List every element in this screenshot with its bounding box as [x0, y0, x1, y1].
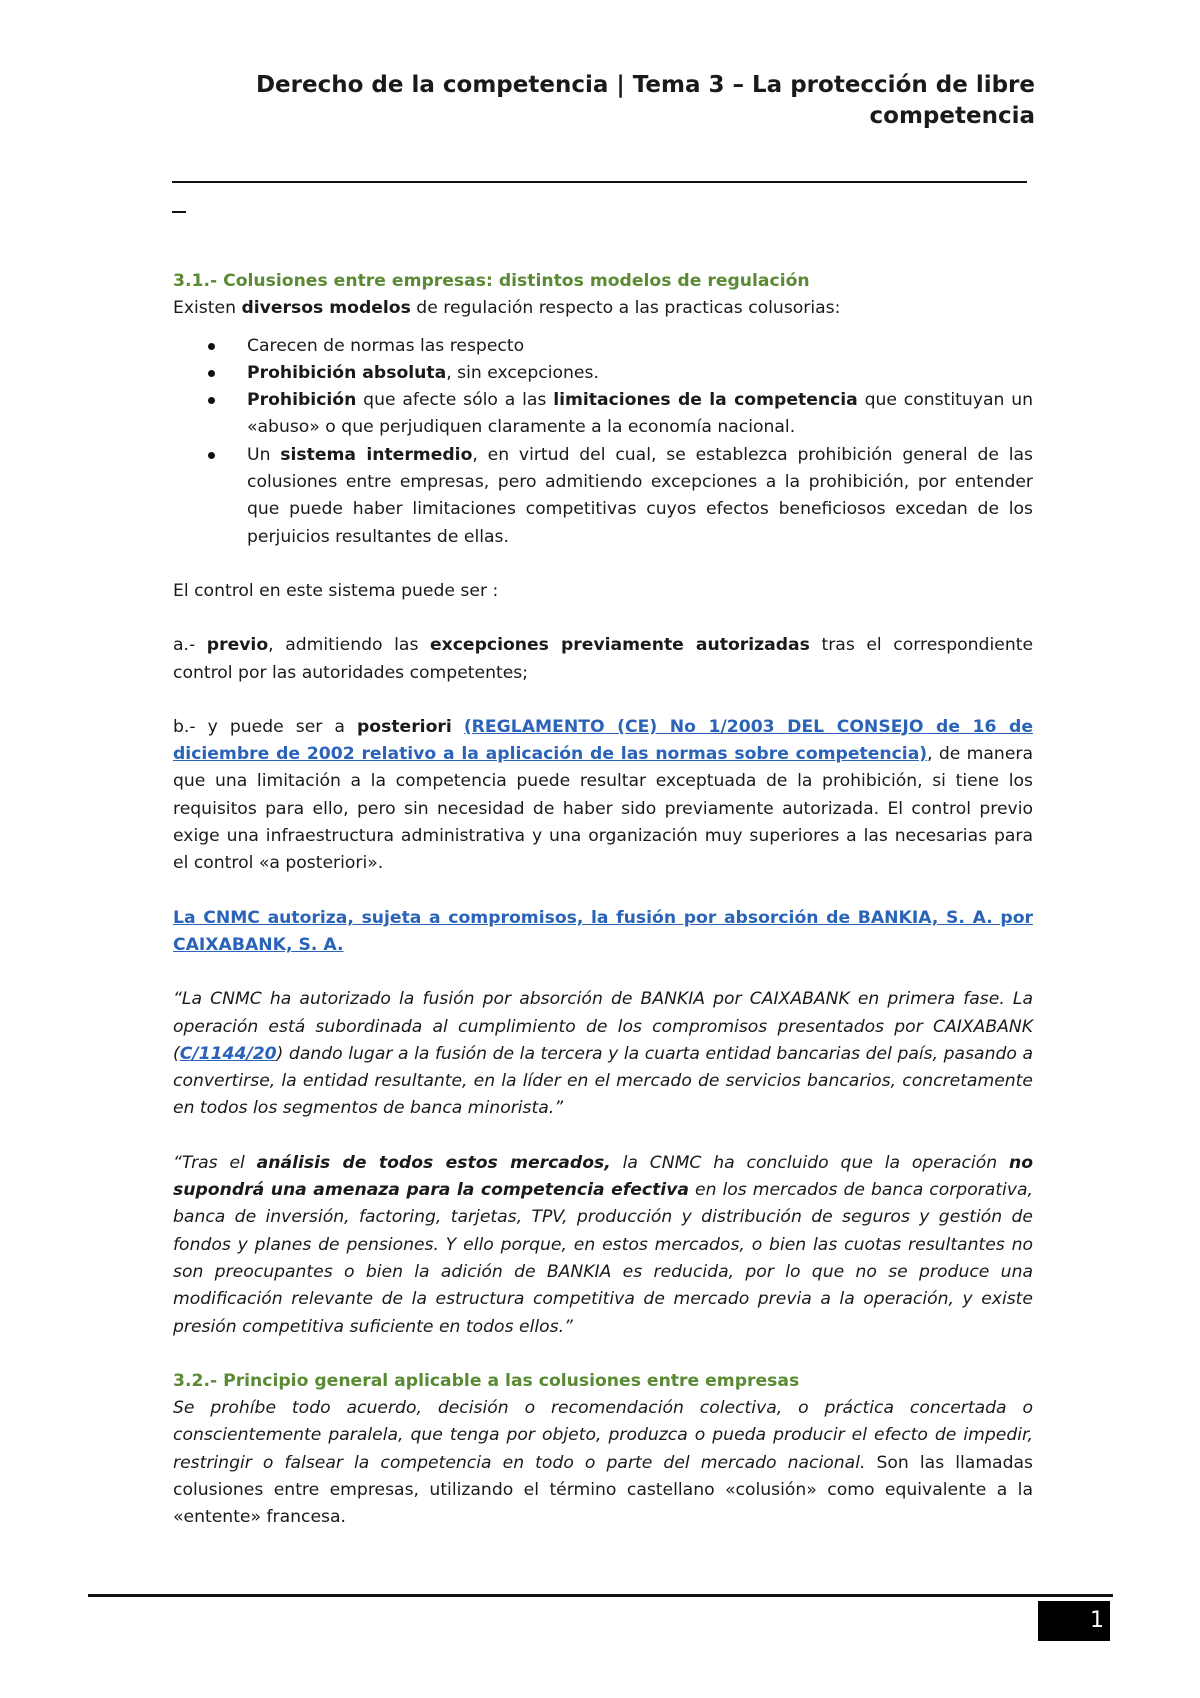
list-item-text: , en virtud del cual, se establezca prohibición general de las colusiones entre empresas, pero admitiendo excepciones a la prohibición, por entender que puede haber limitaciones competitivas cuyos efectos beneficiosos excedan de los perjuicios resultantes de ellas.	[247, 444, 1034, 547]
bullet-icon	[208, 370, 215, 377]
document-body	[173, 268, 1033, 1532]
page-header	[135, 70, 1035, 132]
header-title-line2: competencia	[869, 103, 1035, 129]
quote-text: “Tras el	[173, 1152, 257, 1173]
intro-paragraph	[173, 295, 1033, 322]
list-item-bold: limitaciones de la competencia	[553, 390, 858, 411]
bullet-icon	[208, 343, 215, 350]
quote-text: en los mercados de banca corporativa, banca de inversión, factoring, tarjetas, TPV, producción y distribución de seguros y gestión de fondos y planes de pensiones. Y ello porque, en estos mercados, o bien las cuotas resultantes no son preocupantes o bien la adición de BANKIA es reducida, por lo que no se produce una modificación relevante de la estructura competitiva de mercado previa a la operación, y existe presión competitiva suficiente en todos ellos.”	[173, 1180, 1033, 1337]
list-item-text: que constituyan un «abuso» o que perjudiquen claramente a la economía nacional.	[247, 390, 1033, 438]
bullet-icon	[208, 397, 215, 404]
control-posteriori-paragraph	[173, 714, 1033, 878]
list-item-bold: Prohibición absoluta	[247, 362, 447, 383]
paragraph-text: Son las llamadas colusiones entre empresas, utilizando el término castellano «colusión» como equivalente a la «entente» francesa.	[173, 1452, 1033, 1528]
bullet-icon	[208, 452, 215, 459]
case-c-1144-20-link[interactable]: C/1144/20	[179, 1043, 277, 1064]
principle-paragraph	[173, 1395, 1033, 1531]
list-item-text: que afecte sólo a las	[356, 390, 554, 411]
paragraph-text: a.-	[173, 635, 207, 656]
paragraph-italic: Se prohíbe todo acuerdo, decisión o recomendación colectiva, o práctica concertada o conscientemente paralela, que tenga por objeto, produzca o pueda producir el efecto de impedir, restringir o falsear la competencia en todo o parte del mercado nacional.	[173, 1398, 1033, 1473]
paragraph-text: , admitiendo las	[268, 635, 430, 656]
news-link-paragraph	[173, 905, 1033, 960]
paragraph-text: b.- y puede ser a	[173, 716, 357, 737]
paragraph-text: tras el correspondiente control por las autoridades competentes;	[173, 635, 1034, 683]
header-title-line1: Derecho de la competencia | Tema 3 – La protección de libre	[255, 72, 1035, 98]
list-item-text: Un	[247, 444, 281, 465]
cnmc-news-link[interactable]: La CNMC autoriza, sujeta a compromisos, la fusión por absorción de BANKIA, S. A. por CAIXABANK, S. A.	[173, 907, 1033, 955]
regulation-models-list	[173, 333, 1033, 551]
list-item-bold: sistema intermedio	[280, 444, 473, 465]
intro-text-end: de regulación respecto a las practicas colusorias:	[410, 298, 841, 319]
paragraph-bold: excepciones previamente autorizadas	[430, 635, 810, 656]
intro-text: Existen	[173, 298, 242, 319]
footer-rule	[88, 1594, 1113, 1597]
quote-text: ) dando lugar a la fusión de la tercera y la cuarta entidad bancarias del país, pasando a convertirse, la entidad resultante, en la líder en el mercado de servicios bancarios, concretamente en todos los segmentos de banca minorista.”	[173, 1043, 1033, 1119]
list-item-text: , sin excepciones.	[446, 362, 599, 383]
quote-paragraph-1	[173, 986, 1033, 1122]
paragraph-bold: previo	[206, 635, 269, 656]
section-heading-3-1: 3.1.- Colusiones entre empresas: distintos modelos de regulación	[173, 271, 810, 291]
control-previo-paragraph	[173, 632, 1033, 687]
quote-text: la CNMC ha concluido que la operación	[610, 1152, 1009, 1173]
header-rule-tail	[172, 211, 186, 213]
header-rule	[172, 181, 1027, 183]
paragraph-bold: posteriori	[356, 716, 452, 737]
page-number: 1	[1090, 1608, 1104, 1633]
quote-bold: no supondrá una amenaza para la competencia efectiva	[173, 1152, 1033, 1201]
list-item	[173, 333, 1033, 360]
intro-bold: diversos modelos	[241, 298, 411, 319]
paragraph-text: , de manera que una limitación a la competencia puede resultar exceptuada de la prohibición, si tiene los requisitos para ello, pero sin necesidad de haber sido previamente autorizada. El control previo exige una infraestructura administrativa y una organización muy superiores a las necesarias para el control «a posteriori».	[173, 744, 1033, 874]
page-number-box	[1038, 1601, 1110, 1641]
list-item	[173, 360, 1033, 387]
control-intro: El control en este sistema puede ser :	[173, 580, 499, 601]
quote-text: “La CNMC ha autorizado la fusión por absorción de BANKIA por CAIXABANK en primera fase. La operación está subordinada al cumplimiento de los compromisos presentados por CAIXABANK (	[173, 989, 1033, 1064]
section-heading-3-2: 3.2.- Principio general aplicable a las colusiones entre empresas	[173, 1370, 800, 1391]
list-item-text: Carecen de normas las respecto	[247, 335, 525, 356]
quote-bold: análisis de todos estos mercados,	[256, 1152, 611, 1173]
list-item	[173, 387, 1033, 442]
list-item-bold: Prohibición	[247, 390, 357, 411]
list-item	[173, 442, 1033, 551]
reglamento-link[interactable]: (REGLAMENTO (CE) No 1/2003 DEL CONSEJO de 16 de diciembre de 2002 relativo a la aplicación de las normas sobre competencia)	[173, 716, 1033, 765]
quote-paragraph-2	[173, 1150, 1033, 1341]
